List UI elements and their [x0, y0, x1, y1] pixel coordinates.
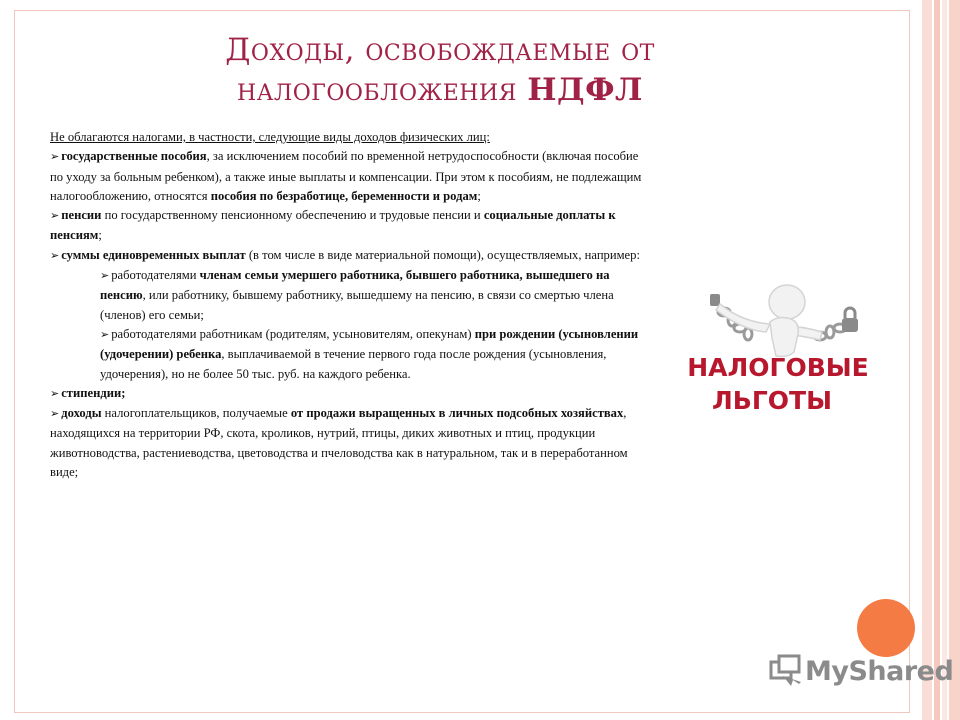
list-item [50, 384, 650, 404]
benefit-list [50, 147, 650, 266]
figure-icon [716, 285, 822, 357]
highlighted-text: пособия по безработице, беременности и родам [210, 188, 478, 203]
logo-text: MyShared [805, 656, 954, 687]
arrow-bullet-icon: ➢ [50, 387, 60, 400]
highlighted-text: стипендии; [61, 385, 126, 400]
sub-list-item [100, 266, 650, 325]
slide-title [60, 30, 820, 110]
highlighted-text: доходы [61, 406, 102, 421]
tax-benefits-illustration [672, 282, 882, 452]
list-text: , выплачиваемой в течение первого года после рождения (усыновления, удочерения), но не более 50 тыс. руб. на каждого ребенка. [100, 347, 607, 381]
list-text: (в том числе в виде материальной помощи), осуществляемых, например: [245, 247, 640, 262]
sub-list-item [100, 325, 650, 384]
benefit-list-continued [50, 384, 650, 482]
title-abbr: НДФЛ [527, 72, 643, 108]
list-text: , или работнику, бывшему работнику, вышедшему на пенсию, в связи со смертью члена (членов) его семьи; [100, 288, 614, 322]
payment-examples-list [50, 266, 650, 384]
list-text: по государственному пенсионному обеспечению и трудовые пенсии и [101, 208, 484, 223]
highlighted-text: социальные доплаты к пенсиям [50, 208, 616, 243]
highlighted-text: суммы единовременных выплат [61, 247, 246, 262]
highlighted-text: при рождении (усыновлении (удочерении) ребенка [100, 326, 639, 362]
arrow-bullet-icon: ➢ [100, 328, 110, 341]
cuff-left [710, 294, 720, 306]
title-line-2: налогообложения [237, 72, 528, 108]
list-item [50, 206, 650, 246]
myshared-logo[interactable] [767, 650, 954, 690]
highlighted-text: пенсии [61, 208, 102, 223]
arrow-bullet-icon: ➢ [50, 151, 60, 164]
list-item [50, 404, 650, 482]
list-text: , за исключением пособий по временной нетрудоспособности (включая пособие по уходу за больным ребенком), а также иные выплаты и компенсации. При этом к пособиям, не подлежащим налогообложению, относятся [50, 149, 642, 203]
highlighted-text: от продажи выращенных в личных подсобных хозяйствах [290, 406, 624, 421]
list-text: ; [477, 188, 481, 203]
highlighted-text: членам семьи умершего работника, бывшего работника, вышедшего на пенсию [100, 268, 610, 303]
content-body [50, 128, 650, 482]
list-text: ; [98, 228, 102, 243]
title-line-1: Доходы, освобождаемые от [225, 32, 655, 68]
list-item [50, 147, 650, 206]
list-text: , находящихся на территории РФ, скота, кроликов, нутрий, птицы, диких животных и птиц, продукции животноводства, растениеводства, цветоводства и пчеловодства как в натуральном, так и в переработанном виде; [50, 406, 628, 480]
list-item [50, 246, 650, 266]
intro-text: Не облагаются налогами, в частности, следующие виды доходов физических лиц: [50, 130, 490, 144]
highlighted-text: государственные пособия [61, 149, 207, 164]
list-text: налогоплательщиков, получаемые [101, 406, 291, 421]
decorative-stripes [922, 0, 960, 720]
arrow-bullet-icon: ➢ [50, 210, 60, 223]
picture-line-2: ЛЬГОТЫ [712, 386, 832, 415]
slides-icon [769, 654, 803, 688]
arrow-bullet-icon: ➢ [50, 249, 60, 262]
picture-line-1: НАЛОГОВЫЕ [687, 353, 869, 382]
decorative-circle [857, 599, 915, 657]
padlock-icon [842, 318, 858, 332]
list-text: работодателями работникам (родителям, усыновителям, опекунам) [111, 326, 475, 341]
arrow-bullet-icon: ➢ [100, 270, 110, 283]
arrow-bullet-icon: ➢ [50, 408, 60, 421]
list-text: работодателями [111, 268, 200, 283]
